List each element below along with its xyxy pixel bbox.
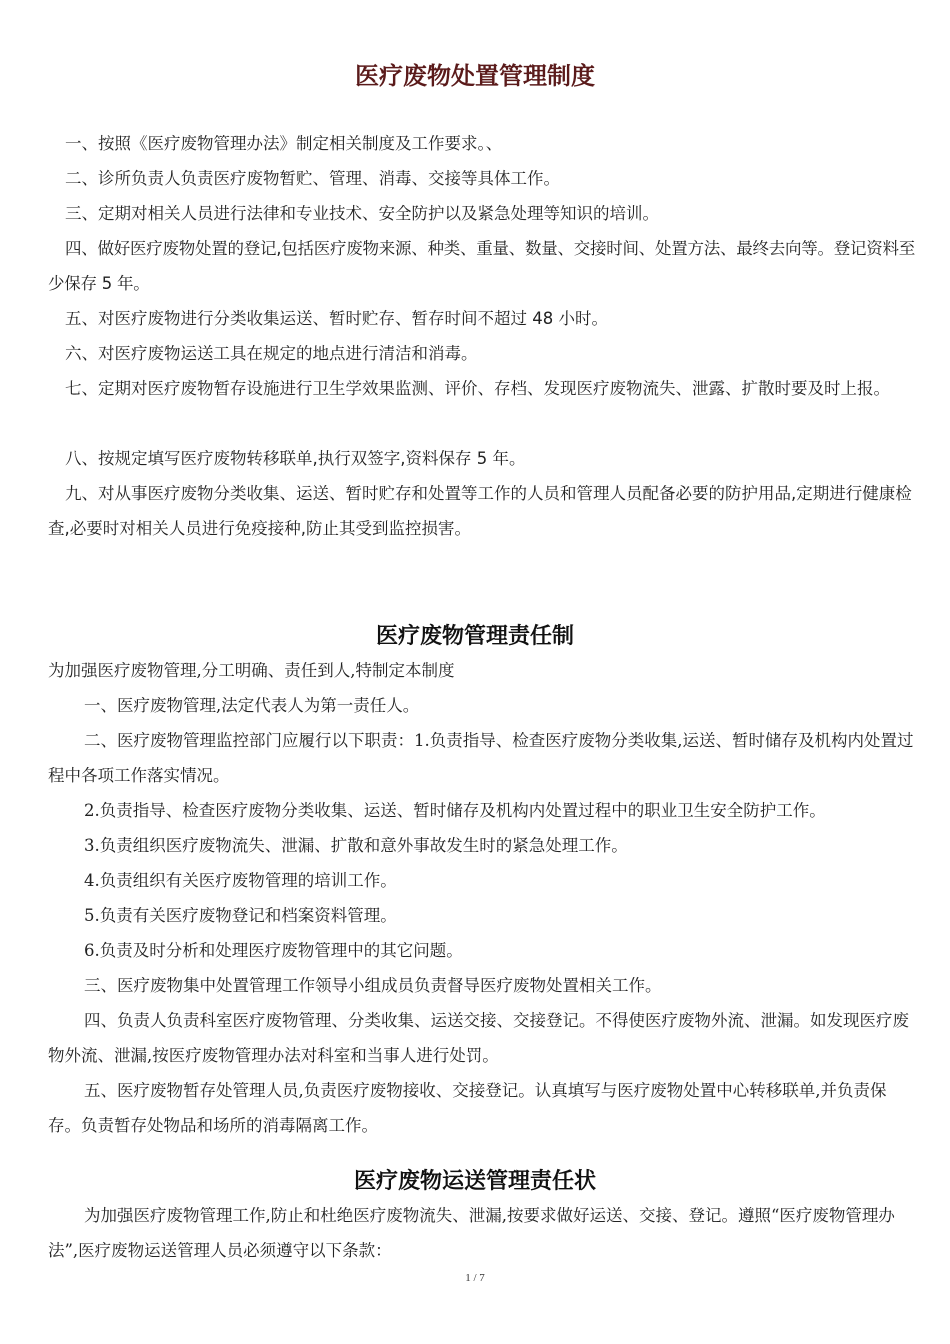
disposal-item-6: 六、对医疗废物运送工具在规定的地点进行清洁和消毒。 xyxy=(65,344,478,363)
title-transport-pledge: 医疗废物运送管理责任状 xyxy=(353,1169,596,1194)
page-number: 1 / 7 xyxy=(465,1272,485,1284)
responsibility-item-5: 五、医疗废物暂存处管理人员,负责医疗废物接收、交接登记。认真填写与医疗废物处置中心转移联单,并负责保存。负责暂存处物品和场所的消毒隔离工作。 xyxy=(48,1081,887,1135)
responsibility-item-1: 一、医疗废物管理,法定代表人为第一责任人。 xyxy=(84,696,420,715)
responsibility-duty-6: 6.负责及时分析和处理医疗废物管理中的其它问题。 xyxy=(84,941,463,960)
disposal-item-5: 五、对医疗废物进行分类收集运送、暂时贮存、暂存时间不超过 48 小时。 xyxy=(65,309,608,328)
title-disposal-system: 医疗废物处置管理制度 xyxy=(355,62,595,90)
title-responsibility-system: 医疗废物管理责任制 xyxy=(375,624,574,649)
responsibility-duty-4: 4.负责组织有关医疗废物管理的培训工作。 xyxy=(84,871,397,890)
disposal-item-1: 一、按照《医疗废物管理办法》制定相关制度及工作要求。、 xyxy=(65,134,503,153)
disposal-item-3: 三、定期对相关人员进行法律和专业技术、安全防护以及紧急处理等知识的培训。 xyxy=(65,204,659,223)
responsibility-duty-5: 5.负责有关医疗废物登记和档案资料管理。 xyxy=(84,906,397,925)
disposal-item-2: 二、诊所负责人负责医疗废物暂贮、管理、消毒、交接等具体工作。 xyxy=(65,169,560,188)
disposal-item-9: 九、对从事医疗废物分类收集、运送、暂时贮存和处置等工作的人员和管理人员配备必要的防护用品,定期进行健康检查,必要时对相关人员进行免疫接种,防止其受到监控损害。 xyxy=(48,484,912,538)
transport-intro: 为加强医疗废物管理工作,防止和杜绝医疗废物流失、泄漏,按要求做好运送、交接、登记。遵照“医疗废物管理办法”,医疗废物运送管理人员必须遵守以下条款： xyxy=(48,1206,895,1260)
responsibility-item-2: 二、医疗废物管理监控部门应履行以下职责：1.负责指导、检查医疗废物分类收集,运送、暂时储存及机构内处置过程中各项工作落实情况。 xyxy=(48,731,914,785)
responsibility-intro: 为加强医疗废物管理,分工明确、责任到人,特制定本制度 xyxy=(48,661,455,680)
disposal-item-4: 四、做好医疗废物处置的登记,包括医疗废物来源、种类、重量、数量、交接时间、处置方法、最终去向等。登记资料至少保存 5 年。 xyxy=(48,239,915,293)
disposal-item-8: 八、按规定填写医疗废物转移联单,执行双签字,资料保存 5 年。 xyxy=(65,449,526,468)
disposal-item-7: 七、定期对医疗废物暂存设施进行卫生学效果监测、评价、存档、发现医疗废物流失、泄露、扩散时要及时上报。 xyxy=(65,379,890,398)
responsibility-item-4: 四、负责人负责科室医疗废物管理、分类收集、运送交接、交接登记。不得使医疗废物外流、泄漏。如发现医疗废物外流、泄漏,按医疗废物管理办法对科室和当事人进行处罚。 xyxy=(48,1011,909,1065)
responsibility-duty-2: 2.负责指导、检查医疗废物分类收集、运送、暂时储存及机构内处置过程中的职业卫生安全防护工作。 xyxy=(84,801,826,820)
responsibility-item-3: 三、医疗废物集中处置管理工作领导小组成员负责督导医疗废物处置相关工作。 xyxy=(84,976,662,995)
responsibility-duty-3: 3.负责组织医疗废物流失、泄漏、扩散和意外事故发生时的紧急处理工作。 xyxy=(84,836,628,855)
